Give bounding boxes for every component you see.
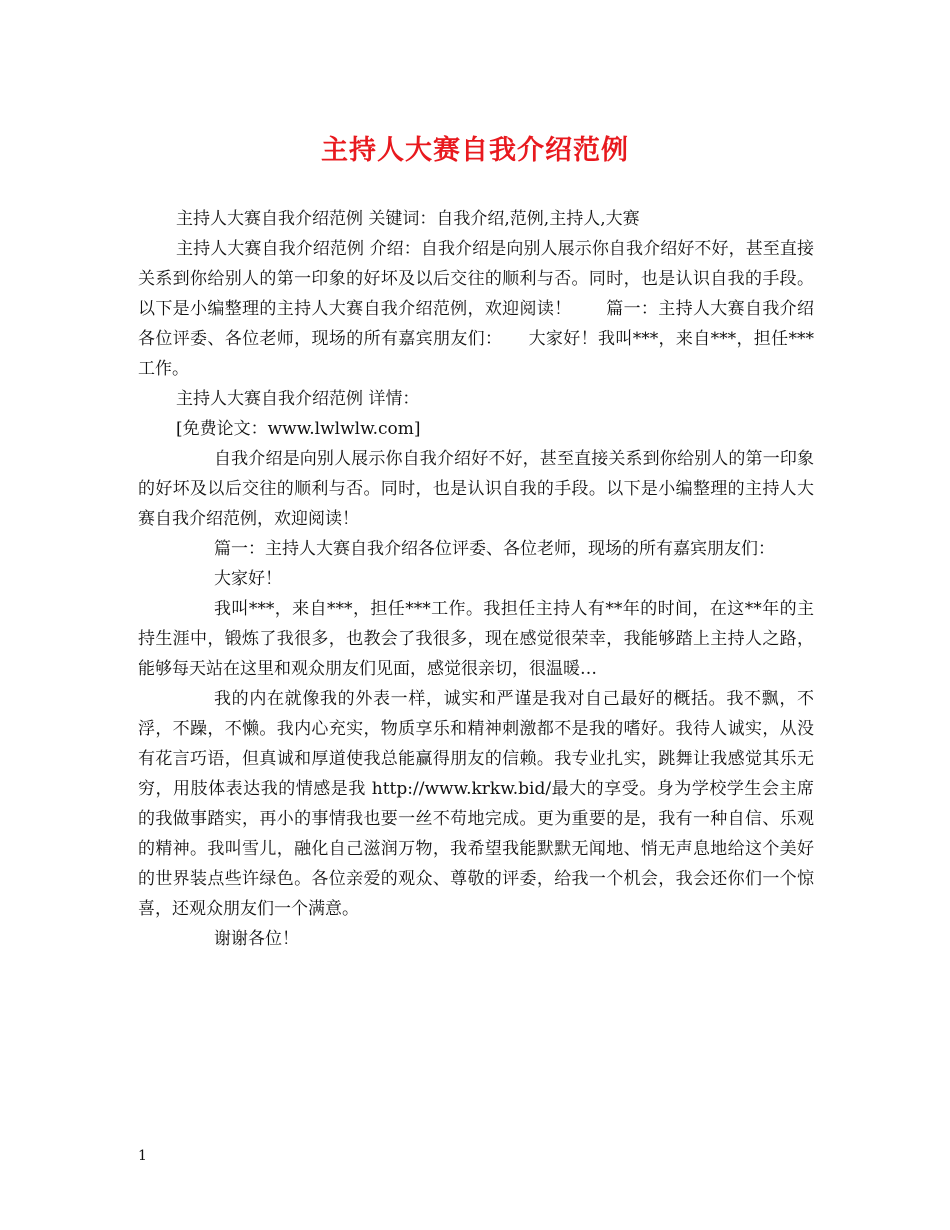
document-body xyxy=(138,204,814,954)
greeting-paragraph: 大家好！ xyxy=(214,569,282,589)
body-paragraph-self-intro: 我叫***，来自***，担任***工作。我担任主持人有**年的时间，在这**年的主持生涯中，锻炼了我很多，也教会了我很多，现在感觉很荣幸，我能够踏上主持人之路，能够每天站在这里和观众朋友们见面，感觉很亲切，很温暖… xyxy=(138,599,814,679)
page-number: 1 xyxy=(138,1148,147,1164)
details-label: 主持人大赛自我介绍范例 详情： xyxy=(176,389,420,409)
intro-paragraph: 主持人大赛自我介绍范例 介绍：自我介绍是向别人展示你自我介绍好不好，甚至直接关系到你给别人的第一印象的好坏及以后交往的顺利与否。同时，也是认识自我的手段。以下是小编整理的主持人大赛自我介绍范例，欢迎阅读！ 篇一：主持人大赛自我介绍各位评委、各位老师，现场的所有嘉宾朋友们： 大家好！我叫***，来自***，担任***工作。 xyxy=(138,239,814,379)
body-paragraph-intro: 自我介绍是向别人展示你自我介绍好不好，甚至直接关系到你给别人的第一印象的好坏及以后交往的顺利与否。同时，也是认识自我的手段。以下是小编整理的主持人大赛自我介绍范例，欢迎阅读！ xyxy=(138,449,814,529)
keywords-paragraph: 主持人大赛自我介绍范例 关键词：自我介绍,范例,主持人,大赛 xyxy=(176,209,640,229)
body-paragraph-character: 我的内在就像我的外表一样，诚实和严谨是我对自己最好的概括。我不飘，不浮，不躁，不懒。我内心充实，物质享乐和精神刺激都不是我的嗜好。我待人诚实，从没有花言巧语，但真诚和厚道使我总能赢得朋友的信赖。我专业扎实，跳舞让我感觉其乐无穷，用肢体表达我的情感是我 http://www.krkw.bid/最大的享受。身为学校学生会主席的我做事踏实，再小的事情我也要一丝不苟地完成。更为重要的是，我有一种自信、乐观的精神。我叫雪儿，融化自己滋润万物，我希望我能默默无闻地、悄无声息地给这个美好的世界装点些许绿色。各位亲爱的观众、尊敬的评委，给我一个机会，我会还你们一个惊喜，还观众朋友们一个满意。 xyxy=(138,689,814,919)
closing-paragraph: 谢谢各位！ xyxy=(214,929,299,949)
section-heading-part-one: 篇一：主持人大赛自我介绍各位评委、各位老师，现场的所有嘉宾朋友们： xyxy=(214,539,775,559)
source-link: [免费论文：www.lwlwlw.com] xyxy=(176,419,421,439)
document-title: 主持人大赛自我介绍范例 xyxy=(321,135,629,166)
